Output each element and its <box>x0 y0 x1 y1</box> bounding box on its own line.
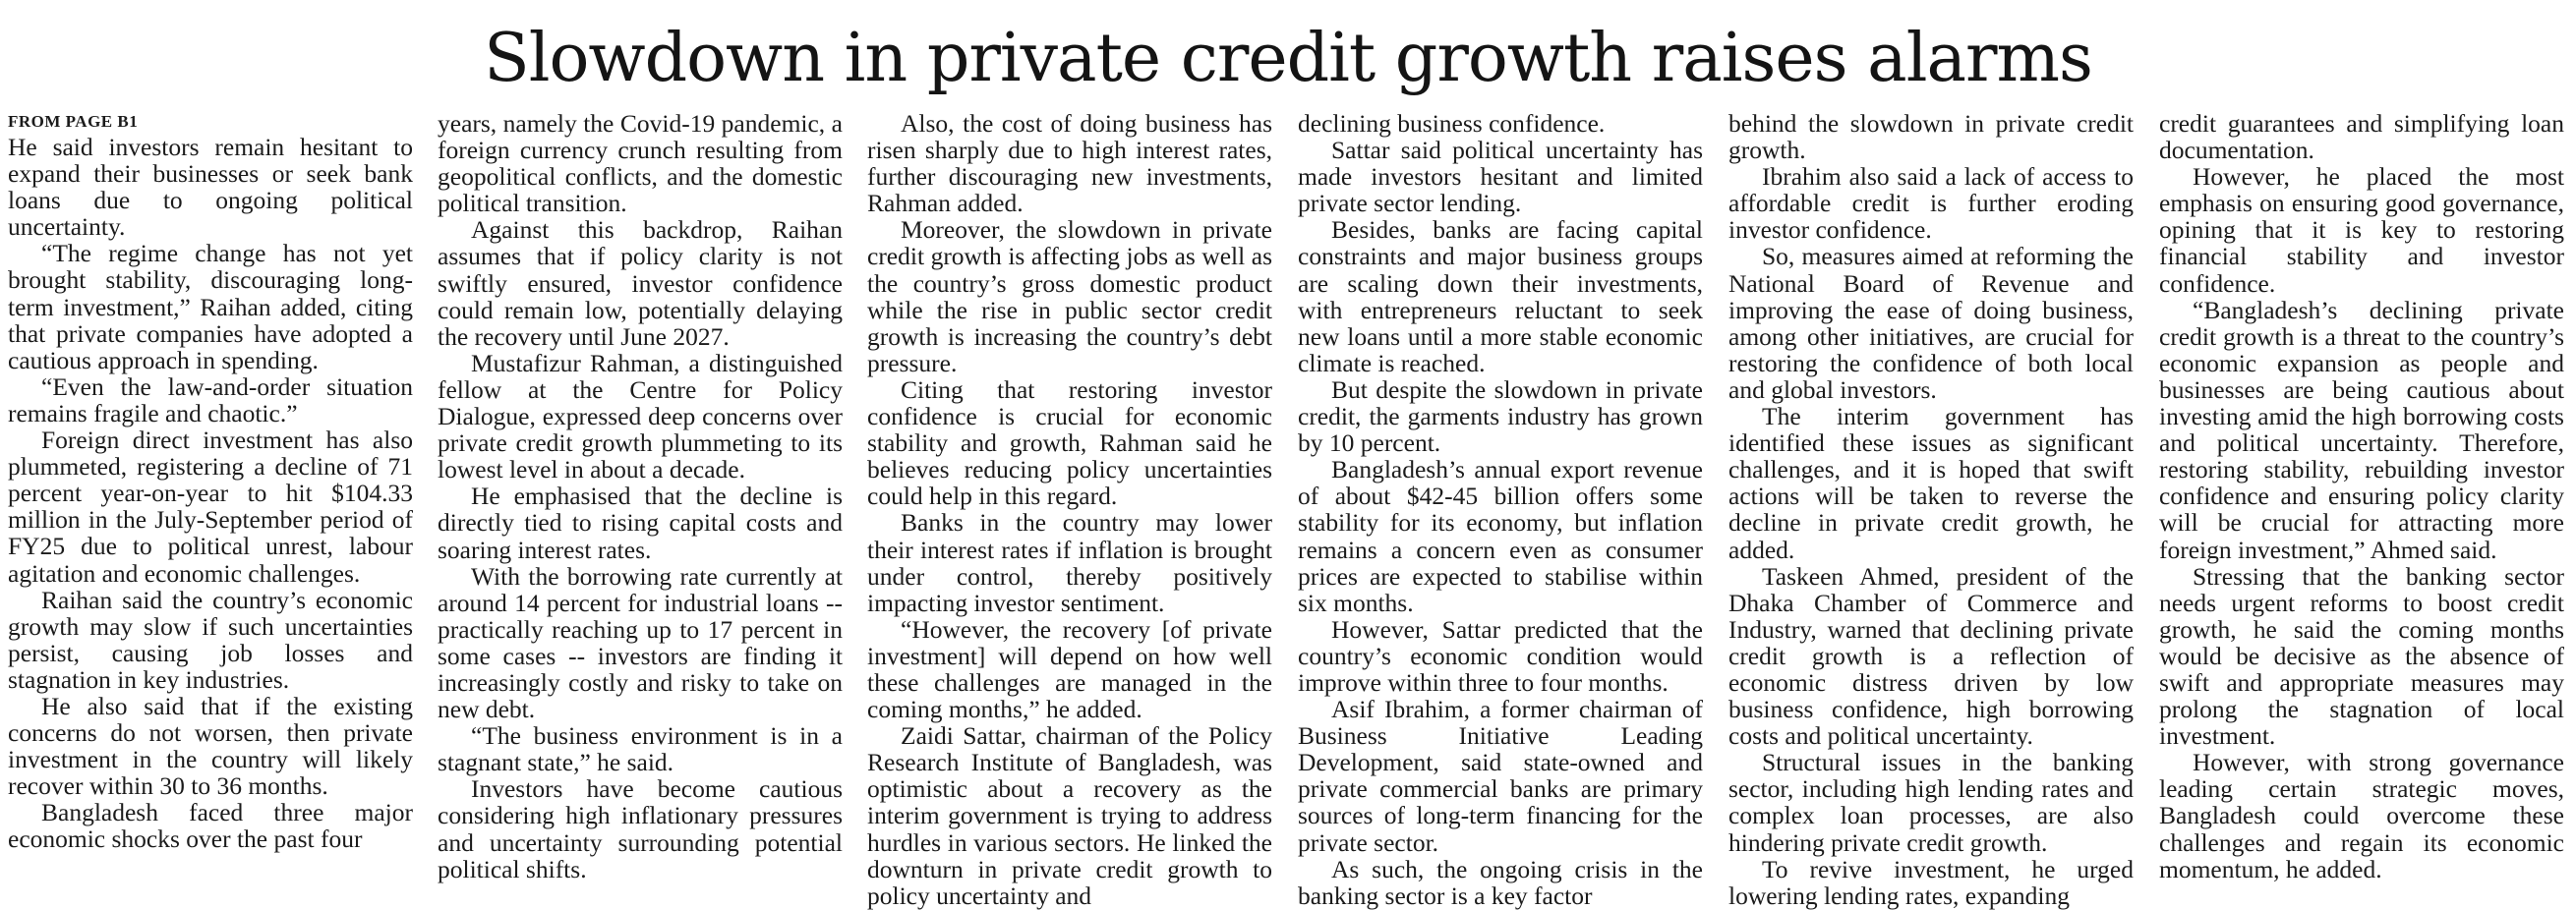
paragraph: He emphasised that the decline is directly tied to rising capital costs and soaring interest rates. <box>438 482 843 564</box>
column-6 <box>2159 110 2564 886</box>
paragraph: With the borrowing rate currently at around 14 percent for industrial loans -- practically reaching up to 17 percent in some cases -- investors are finding it increasingly costly and risky to take on new debt. <box>438 561 843 724</box>
paragraph: years, namely the Covid-19 pandemic, a foreign currency crunch resulting from geopolitical conflicts, and the domestic political transition. <box>438 109 843 218</box>
paragraph: He said investors remain hesitant to expand their businesses or seek bank loans due to ongoing political uncertainty. <box>8 133 413 242</box>
paragraph: Investors have become cautious considering high inflationary pressures and uncertainty surrounding potential political shifts. <box>438 774 843 883</box>
paragraph: As such, the ongoing crisis in the banking sector is a key factor <box>1298 854 1703 910</box>
column-3 <box>867 109 1272 910</box>
column-4 <box>1298 109 1703 910</box>
kicker: FROM PAGE B1 <box>8 112 139 131</box>
paragraph: “The business environment is in a stagnant state,” he said. <box>438 721 843 777</box>
paragraph: Foreign direct investment has also plummeted, registering a decline of 71 percent year-on-year to hit $104.33 million in the July-September period of FY25 due to political unrest, labour agitation and economic challenges. <box>8 426 413 588</box>
paragraph: Against this backdrop, Raihan assumes that if policy clarity is not swiftly ensured, investor confidence could remain low, potentially delaying the recovery until June 2027. <box>438 215 843 351</box>
headline: Slowdown in private credit growth raises alarms <box>484 20 2092 97</box>
paragraph: Zaidi Sattar, chairman of the Policy Research Institute of Bangladesh, was optimistic about a recovery as the interim government is trying to address hurdles in various sectors. He linked the downturn in private credit growth to policy uncertainty and <box>867 721 1272 910</box>
paragraph: He also said that if the existing concerns do not worsen, then private investment in the country will likely recover within 30 to 36 months. <box>8 691 413 801</box>
paragraph: Sattar said political uncertainty has made investors hesitant and limited private sector lending. <box>1298 136 1703 218</box>
paragraph: Citing that restoring investor confidence is crucial for economic stability and growth, Rahman said he believes reducing policy uncertainties could help in this regard. <box>867 374 1272 511</box>
paragraph: Ibrahim also said a lack of access to affordable credit is further eroding investor confidence. <box>1728 162 2134 245</box>
paragraph: Moreover, the slowdown in private credit growth is affecting jobs as well as the country’s gross domestic product while the rise in public sector credit growth is increasing the country’s debt pressure. <box>867 215 1272 377</box>
paragraph: declining business confidence. <box>1298 109 1606 138</box>
paragraph: However, he placed the most emphasis on ensuring good governance, opining that it is key to restoring financial stability and investor confidence. <box>2159 162 2564 298</box>
paragraph: Also, the cost of doing business has risen sharply due to high interest rates, further discouraging new investments, Rahman added. <box>867 109 1272 218</box>
paragraph: The interim government has identified these issues as significant challenges, and it is hoped that swift actions will be taken to reverse the decline in private credit growth, he added. <box>1728 402 2134 564</box>
paragraph: But despite the slowdown in private credit, the garments industry has grown by 10 percent. <box>1298 374 1703 458</box>
paragraph: However, Sattar predicted that the country’s economic condition would improve within three to four months. <box>1298 614 1703 697</box>
paragraph: Stressing that the banking sector needs urgent reforms to boost credit growth, he said the coming months would be decisive as the absence of swift and appropriate measures may prolong the stagnation of local investment. <box>2159 561 2564 751</box>
paragraph: credit guarantees and simplifying loan documentation. <box>2159 109 2564 165</box>
paragraph: So, measures aimed at reforming the National Board of Revenue and improving the ease of doing business, among other initiatives, are crucial for restoring the confidence of both local and global investors. <box>1728 242 2134 404</box>
column-5 <box>1728 109 2134 910</box>
paragraph: Structural issues in the banking sector, including high lending rates and complex loan processes, are also hindering private credit growth. <box>1728 748 2134 857</box>
paragraph: Besides, banks are facing capital constraints and major business groups are scaling down their investments, with entrepreneurs reluctant to seek new loans until a more stable economic climate is reached. <box>1298 215 1703 377</box>
paragraph: Banks in the country may lower their interest rates if inflation is brought under control, thereby positively impacting investor sentiment. <box>867 508 1272 617</box>
paragraph: Mustafizur Rahman, a distinguished fellow at the Centre for Policy Dialogue, expressed deep concerns over private credit growth plummeting to its lowest level in about a decade. <box>438 348 843 484</box>
paragraph: “Bangladesh’s declining private credit growth is a threat to the country’s economic expansion as people and businesses are being cautious about investing amid the high borrowing costs and political uncertainty. Therefore, restoring stability, rebuilding investor confidence and ensuring policy clarity will be crucial for attracting more foreign investment,” Ahmed said. <box>2159 295 2564 564</box>
paragraph: However, with strong governance leading certain strategic moves, Bangladesh could overcome these challenges and regain its economic momentum, he added. <box>2159 748 2564 883</box>
column-2 <box>438 110 843 886</box>
paragraph: “The regime change has not yet brought stability, discouraging long-term investment,” Raihan added, citing that private companies have adopted a cautious approach in spending. <box>8 239 413 374</box>
paragraph: Taskeen Ahmed, president of the Dhaka Chamber of Commerce and Industry, warned that declining private credit growth is a reflection of economic distress driven by low business confidence, high borrowing costs and political uncertainty. <box>1728 561 2134 751</box>
column-1 <box>8 110 413 886</box>
paragraph: Bangladesh’s annual export revenue of about $42-45 billion offers some stability for its economy, but inflation remains a concern even as consumer prices are expected to stabilise within six months. <box>1298 455 1703 617</box>
paragraph: “Even the law-and-order situation remains fragile and chaotic.” <box>8 371 413 427</box>
paragraph: “However, the recovery [of private investment] will depend on how well these challenges are managed in the coming months,” he added. <box>867 614 1272 724</box>
paragraph: To revive investment, he urged lowering lending rates, expanding <box>1728 854 2134 910</box>
paragraph: Bangladesh faced three major economic shocks over the past four <box>8 798 413 854</box>
paragraph: Raihan said the country’s economic growth may slow if such uncertainties persist, causing job losses and stagnation in key industries. <box>8 585 413 694</box>
paragraph: Asif Ibrahim, a former chairman of Business Initiative Leading Development, said state-owned and private commercial banks are primary sources of long-term financing for the private sector. <box>1298 695 1703 857</box>
paragraph: behind the slowdown in private credit growth. <box>1728 109 2134 165</box>
